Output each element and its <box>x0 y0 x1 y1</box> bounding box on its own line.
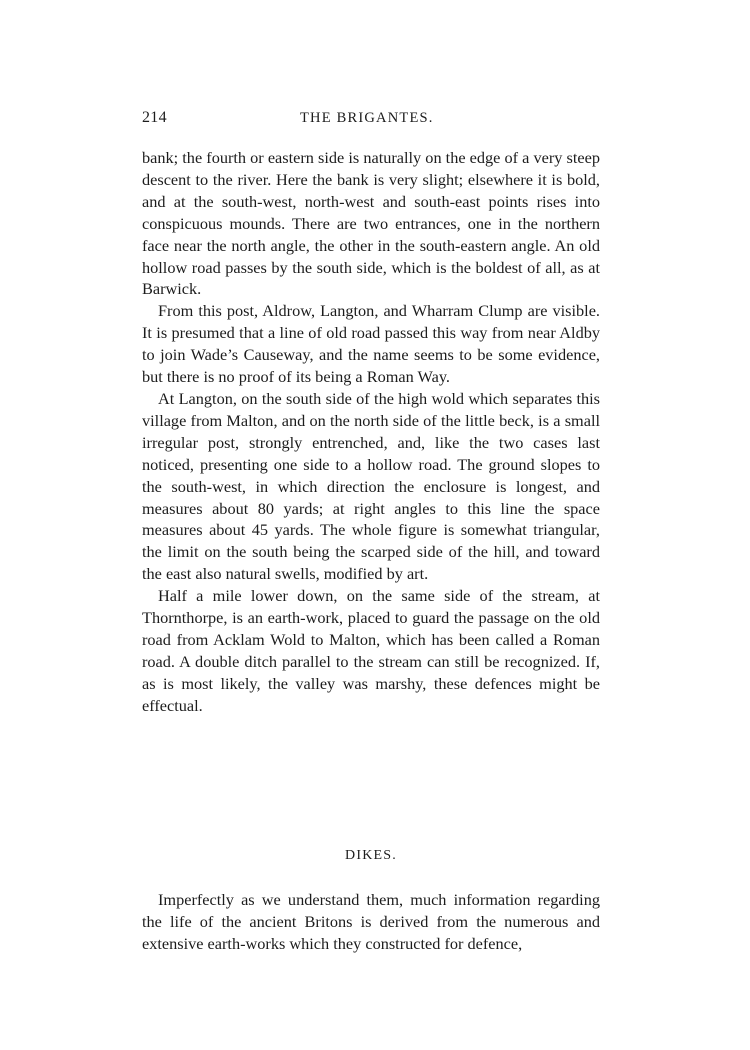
paragraph-dikes: Imperfectly as we understand them, much information regarding the life of the ancient Britons is derived from the numerous and extensive earth-works which they constructed for defence, <box>142 890 600 953</box>
paragraph-continued: bank; the fourth or eastern side is naturally on the edge of a very steep descent to the river. Here the bank is very slight; elsewhere it is bold, and at the south-west, north-west and south-east points rises into conspicuous mounds. There are two entrances, one in the northern face near the north angle, the other in the south-eastern angle. An old hollow road passes by the south side, which is the boldest of all, as at Barwick. <box>142 148 600 299</box>
page-number: 214 <box>142 109 167 126</box>
section-text <box>142 889 600 955</box>
running-head <box>142 109 602 133</box>
section-heading: DIKES. <box>345 848 397 863</box>
running-title: THE BRIGANTES. <box>300 110 434 126</box>
paragraph-langton: At Langton, on the south side of the high wold which separates this village from Malton, and on the north side of the little beck, is a small irregular post, strongly entrenched, and, like the two cases last noticed, presenting one side to a hollow road. The ground slopes to the south-west, in which direction the enclosure is longest, and measures about 80 yards; at right angles to this line the space measures about 45 yards. The whole figure is somewhat triangular, the limit on the south being the scarped side of the hill, and toward the east also natural swells, modified by art. <box>142 388 600 584</box>
paragraph-aldrow: From this post, Aldrow, Langton, and Wharram Clump are visible. It is presumed that a line of old road passed this way from near Aldby to join Wade’s Causeway, and the name seems to be some evidence, but there is no proof of its being a Roman Way. <box>142 301 600 387</box>
body-text <box>142 147 600 717</box>
paragraph-thornthorpe: Half a mile lower down, on the same side of the stream, at Thornthorpe, is an earth-work, placed to guard the passage on the old road from Acklam Wold to Malton, which has been called a Roman road. A double ditch parallel to the stream can still be recognized. If, as is most likely, the valley was marshy, these defences might be effectual. <box>142 586 600 715</box>
